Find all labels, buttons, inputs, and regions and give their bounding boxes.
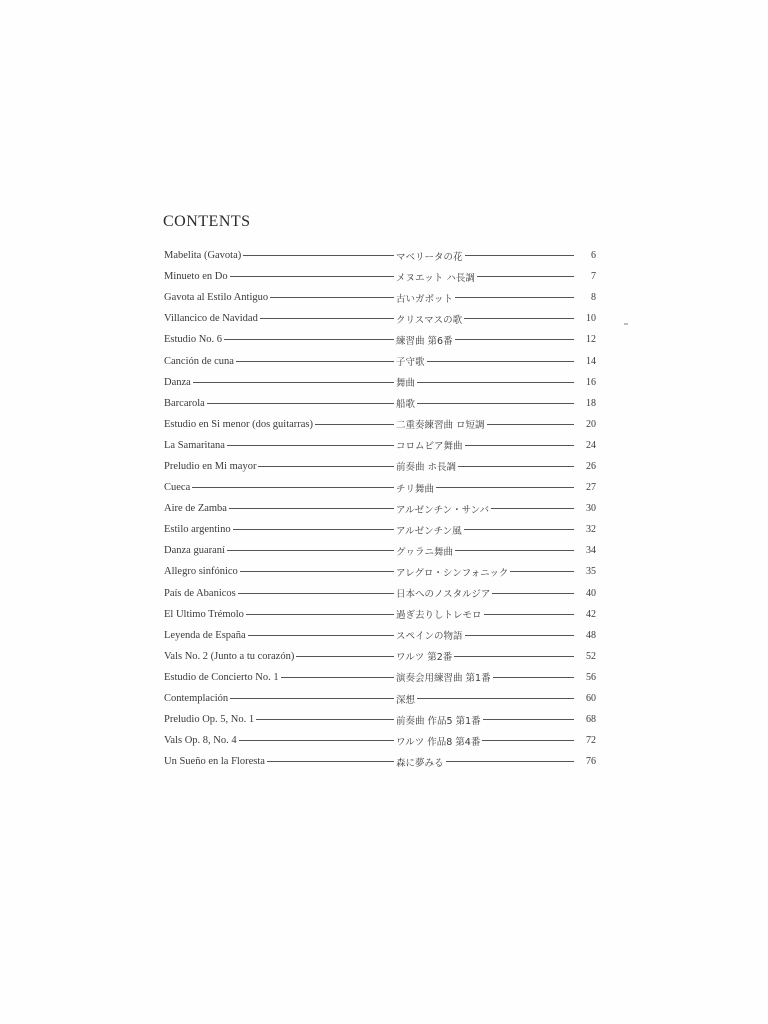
spanish-title: Preludio en Mi mayor [164, 460, 257, 472]
contents-entry [164, 287, 596, 308]
spanish-title-column [164, 250, 396, 261]
contents-entry [164, 266, 596, 287]
japanese-title: 森に夢みる [396, 757, 444, 769]
leader-line [436, 487, 574, 488]
spanish-title: Aire de Zamba [164, 503, 227, 515]
spanish-title-column [164, 292, 396, 303]
spanish-title: Estilo argentino [164, 524, 231, 536]
japanese-title-column [396, 607, 576, 621]
page-number: 12 [586, 334, 596, 346]
japanese-title-column [396, 291, 576, 305]
japanese-title: アルゼンチン風 [396, 525, 462, 537]
spanish-title: Vals No. 2 (Junto a tu corazón) [164, 650, 295, 662]
leader-line [455, 297, 574, 298]
spanish-title: Leyenda de España [164, 629, 246, 641]
spanish-title-column [164, 524, 396, 535]
contents-entry [164, 709, 596, 730]
contents-entry [164, 667, 596, 688]
leader-line [492, 593, 574, 594]
contents-entry [164, 688, 596, 709]
leader-line [248, 635, 394, 636]
japanese-title-column [396, 438, 576, 452]
spanish-title-column [164, 735, 396, 746]
page-number: 20 [586, 418, 596, 430]
page-number: 72 [586, 735, 596, 747]
leader-line [465, 635, 574, 636]
contents-entry [164, 308, 596, 329]
page-number: 32 [586, 524, 596, 536]
japanese-title: メヌエット ハ長調 [396, 272, 475, 284]
spanish-title: Preludio Op. 5, No. 1 [164, 714, 255, 726]
japanese-title-column [396, 755, 576, 769]
leader-line [227, 550, 394, 551]
japanese-title-column [396, 333, 576, 347]
contents-entry [164, 540, 596, 561]
japanese-title-column [396, 417, 576, 431]
contents-entry [164, 519, 596, 540]
page-number: 48 [586, 629, 596, 641]
japanese-title-column [396, 734, 576, 748]
leader-line [224, 339, 394, 340]
spanish-title-column [164, 334, 396, 345]
spanish-title: Villancico de Navidad [164, 313, 258, 325]
spanish-title: Estudio en Si menor (dos guitarras) [164, 418, 314, 430]
contents-entry [164, 329, 596, 350]
japanese-title-column [396, 713, 576, 727]
leader-line [455, 550, 574, 551]
leader-line [510, 571, 574, 572]
leader-line [464, 529, 574, 530]
page-number: 42 [586, 608, 596, 620]
leader-line [455, 339, 574, 340]
page-number: 24 [586, 439, 596, 451]
spanish-title: Minueto en Do [164, 271, 228, 283]
page-number: 34 [586, 545, 596, 557]
japanese-title-column [396, 565, 576, 579]
japanese-title-column [396, 312, 576, 326]
japanese-title: 練習曲 第6番 [396, 335, 453, 347]
contents-heading: CONTENTS [163, 213, 251, 230]
japanese-title-column [396, 670, 576, 684]
japanese-title-column [396, 692, 576, 706]
japanese-title: 子守歌 [396, 357, 425, 369]
spanish-title-column [164, 588, 396, 599]
japanese-title-column [396, 628, 576, 642]
spanish-title-column [164, 651, 396, 662]
spanish-title: Gavota al Estilo Antiguo [164, 292, 269, 304]
page-number: 68 [586, 714, 596, 726]
leader-line [229, 508, 394, 509]
page-number: 60 [586, 693, 596, 705]
leader-line [482, 740, 574, 741]
leader-line [465, 445, 574, 446]
japanese-title: ワルツ 作品8 第4番 [396, 736, 481, 748]
page-number: 27 [586, 482, 596, 494]
spanish-title: Contemplación [164, 693, 229, 705]
contents-entry [164, 583, 596, 604]
spanish-title: Vals Op. 8, No. 4 [164, 735, 237, 747]
japanese-title: 過ぎ去りしトレモロ [396, 610, 482, 622]
spanish-title: País de Abanicos [164, 587, 236, 599]
contents-entry [164, 435, 596, 456]
leader-line [233, 529, 394, 530]
contents-entry [164, 456, 596, 477]
spanish-title-column [164, 714, 396, 725]
leader-line [281, 677, 394, 678]
japanese-title: 二重奏練習曲 ロ短調 [396, 420, 485, 432]
japanese-title-column [396, 270, 576, 284]
japanese-title-column [396, 396, 576, 410]
leader-line [493, 677, 574, 678]
spanish-title-column [164, 672, 396, 683]
page-number: 26 [586, 460, 596, 472]
japanese-title: チリ舞曲 [396, 483, 435, 495]
spanish-title-column [164, 271, 396, 282]
contents-entry [164, 751, 596, 772]
japanese-title: コロムビア舞曲 [396, 441, 463, 453]
contents-entry [164, 730, 596, 751]
japanese-title: アルゼンチン・サンバ [396, 504, 490, 516]
page-number: 8 [591, 292, 596, 304]
spanish-title-column [164, 566, 396, 577]
contents-entry [164, 498, 596, 519]
page-number: 10 [586, 313, 596, 325]
leader-line [207, 403, 394, 404]
leader-line [227, 445, 394, 446]
japanese-title-column [396, 459, 576, 473]
leader-line [484, 614, 574, 615]
spanish-title: Un Sueño en la Floresta [164, 756, 265, 768]
japanese-title: 船歌 [396, 399, 416, 411]
japanese-title: 深想 [396, 694, 416, 706]
japanese-title: ワルツ 第2番 [396, 652, 453, 664]
spanish-title: Estudio de Concierto No. 1 [164, 671, 279, 683]
spanish-title: El Ultimo Trémolo [164, 608, 244, 620]
contents-entry [164, 625, 596, 646]
leader-line [239, 740, 394, 741]
japanese-title: 演奏会用練習曲 第1番 [396, 673, 491, 685]
leader-line [477, 276, 574, 277]
contents-entry [164, 372, 596, 393]
japanese-title: 舞曲 [396, 378, 416, 390]
spanish-title-column [164, 756, 396, 767]
spanish-title-column [164, 398, 396, 409]
leader-line [296, 656, 394, 657]
japanese-title: 前奏曲 ホ長調 [396, 462, 457, 474]
spanish-title-column [164, 630, 396, 641]
contents-entry [164, 414, 596, 435]
leader-line [260, 318, 394, 319]
japanese-title-column [396, 502, 576, 516]
leader-line [267, 761, 394, 762]
leader-line [270, 297, 394, 298]
page-number: 18 [586, 397, 596, 409]
contents-entry [164, 604, 596, 625]
leader-line [246, 614, 394, 615]
page-number: 14 [586, 355, 596, 367]
spanish-title: Cueca [164, 482, 191, 494]
leader-line [427, 361, 574, 362]
spanish-title-column [164, 545, 396, 556]
japanese-title: 古いガボット [396, 293, 454, 305]
contents-list [164, 245, 596, 772]
japanese-title-column [396, 649, 576, 663]
spanish-title-column [164, 356, 396, 367]
spanish-title: Barcarola [164, 397, 205, 409]
leader-line [192, 487, 394, 488]
page-number: 35 [586, 566, 596, 578]
contents-entry [164, 646, 596, 667]
leader-line [236, 361, 394, 362]
spanish-title-column [164, 503, 396, 514]
leader-line [230, 698, 394, 699]
japanese-title-column [396, 375, 576, 389]
leader-line [465, 255, 574, 256]
leader-line [417, 698, 574, 699]
leader-line [454, 656, 574, 657]
spanish-title-column [164, 693, 396, 704]
spanish-title: Danza [164, 376, 191, 388]
japanese-title-column [396, 544, 576, 558]
spanish-title-column [164, 313, 396, 324]
leader-line [258, 466, 394, 467]
spanish-title: Estudio No. 6 [164, 334, 223, 346]
spanish-title-column [164, 461, 396, 472]
japanese-title: クリスマスの歌 [396, 314, 463, 326]
leader-line [315, 424, 394, 425]
contents-entry [164, 350, 596, 371]
spanish-title: Mabelita (Gavota) [164, 250, 242, 262]
leader-line [487, 424, 574, 425]
leader-line [458, 466, 574, 467]
japanese-title-column [396, 523, 576, 537]
contents-entry [164, 245, 596, 266]
page-number: 56 [586, 671, 596, 683]
contents-entry [164, 477, 596, 498]
page-number: 40 [586, 587, 596, 599]
japanese-title: 前奏曲 作品5 第1番 [396, 715, 481, 727]
leader-line [240, 571, 394, 572]
leader-line [491, 508, 574, 509]
japanese-title: グヮラニ舞曲 [396, 546, 454, 558]
spanish-title-column [164, 377, 396, 388]
japanese-title-column [396, 354, 576, 368]
spanish-title: Canción de cuna [164, 355, 234, 367]
spanish-title-column [164, 419, 396, 430]
leader-line [483, 719, 574, 720]
page-number: 16 [586, 376, 596, 388]
contents-entry [164, 393, 596, 414]
page-number: 7 [591, 271, 596, 283]
japanese-title: スペインの物語 [396, 631, 463, 643]
page-number: 76 [586, 756, 596, 768]
page-number: 6 [591, 250, 596, 262]
spanish-title-column [164, 482, 396, 493]
leader-line [446, 761, 574, 762]
page-number: 52 [586, 650, 596, 662]
leader-line [464, 318, 574, 319]
leader-line [243, 255, 394, 256]
spanish-title: Allegro sinfónico [164, 566, 238, 578]
japanese-title-column [396, 481, 576, 495]
japanese-title-column [396, 586, 576, 600]
leader-line [230, 276, 394, 277]
spanish-title-column [164, 609, 396, 620]
leader-line [238, 593, 394, 594]
leader-line [193, 382, 394, 383]
japanese-title-column [396, 249, 576, 263]
leader-line [256, 719, 394, 720]
leader-line [417, 382, 574, 383]
japanese-title: マベリータの花 [396, 251, 463, 263]
contents-entry [164, 561, 596, 582]
spanish-title-column [164, 440, 396, 451]
scan-speck [624, 323, 628, 325]
spanish-title: Danza guaraní [164, 545, 225, 557]
leader-line [417, 403, 574, 404]
spanish-title: La Samaritana [164, 439, 225, 451]
japanese-title: アレグロ・シンフォニック [396, 567, 509, 579]
page-number: 30 [586, 503, 596, 515]
japanese-title: 日本へのノスタルジア [396, 589, 491, 601]
